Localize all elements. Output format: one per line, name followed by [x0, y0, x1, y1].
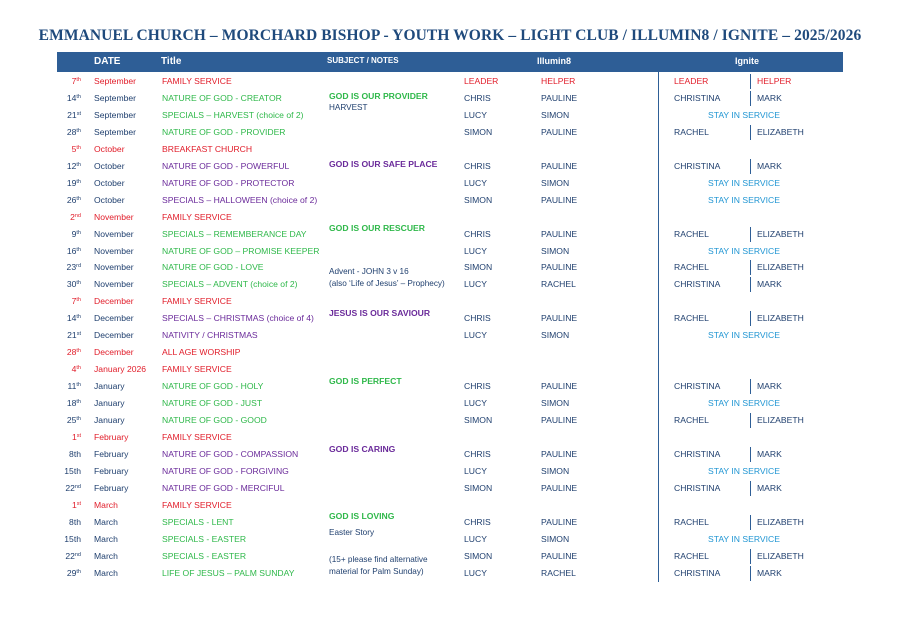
date-day: 4th [71, 364, 81, 375]
date-day: 15th [64, 533, 81, 544]
session-title: NATURE OF GOD - JUST [162, 398, 263, 409]
illumin8-helper: SIMON [541, 245, 570, 256]
ignite-leader: RACHEL [674, 415, 709, 425]
date-month: March [94, 567, 118, 578]
illumin8-leader: LUCY [464, 279, 487, 290]
ignite-cell-divider [750, 566, 751, 581]
date-month: March [94, 533, 118, 544]
illumin8-leader: CHRIS [464, 313, 491, 324]
date-month: December [94, 330, 134, 341]
session-title: NATURE OF GOD - MERCIFUL [162, 482, 285, 493]
subject-note: (15+ please find alternative [329, 555, 428, 565]
ignite-leader: RACHEL [674, 313, 709, 324]
session-title: NATURE OF GOD - LOVE [162, 262, 264, 273]
session-title: NATURE OF GOD – PROMISE KEEPER [162, 245, 320, 256]
session-title: FAMILY SERVICE [162, 76, 232, 86]
illumin8-leader: SIMON [464, 482, 493, 493]
illumin8-leader: CHRIS [464, 516, 491, 527]
ignite-helper: ELIZABETH [757, 550, 804, 561]
ignite-leader: CHRISTINA [674, 567, 721, 578]
session-title: NATURE OF GOD - GOOD [162, 415, 267, 425]
illumin8-leader: LUCY [464, 245, 487, 256]
ignite-cell-divider [750, 515, 751, 530]
ignite-cell-divider [750, 227, 751, 242]
illumin8-helper: SIMON [541, 330, 570, 341]
illumin8-helper: SIMON [541, 465, 570, 476]
illumin8-helper: SIMON [541, 533, 570, 544]
date-day: 8th [69, 516, 81, 527]
subject-note: GOD IS OUR RESCUER [329, 223, 425, 234]
illumin8-helper: PAULINE [541, 262, 578, 273]
session-title: FAMILY SERVICE [162, 364, 232, 375]
ignite-helper: MARK [757, 482, 782, 493]
illumin8-leader: LEADER [464, 76, 499, 86]
date-month: March [94, 516, 118, 527]
illumin8-leader: LUCY [464, 330, 487, 341]
date-day: 14th [66, 92, 81, 103]
illumin8-leader: CHRIS [464, 448, 491, 459]
date-day: 19th [66, 177, 81, 188]
subject-note: Advent - JOHN 3 v 16 [329, 267, 409, 277]
illumin8-leader: SIMON [464, 126, 493, 137]
ignite-helper: MARK [757, 160, 782, 171]
stay-in-service: STAY IN SERVICE [708, 398, 780, 409]
date-month: September [94, 92, 137, 103]
session-title: SPECIALS - EASTER [162, 550, 247, 561]
ignite-cell-divider [750, 74, 751, 89]
session-title: SPECIALS - EASTER [162, 533, 247, 544]
date-day: 21st [67, 109, 81, 120]
date-month: February [94, 431, 129, 442]
illumin8-leader: CHRIS [464, 381, 491, 392]
illumin8-helper: PAULINE [541, 415, 578, 425]
session-title: NATURE OF GOD - PROTECTOR [162, 177, 295, 188]
date-day: 8th [69, 448, 81, 459]
ignite-cell-divider [750, 413, 751, 428]
ignite-cell-divider [750, 260, 751, 275]
date-month: November [94, 211, 134, 222]
session-title: SPECIALS – REMEMBERANCE DAY [162, 228, 307, 239]
stay-in-service: STAY IN SERVICE [708, 194, 780, 205]
stay-in-service: STAY IN SERVICE [708, 109, 780, 120]
date-day: 12th [66, 160, 81, 171]
date-month: March [94, 550, 118, 561]
illumin8-leader: LUCY [464, 109, 487, 120]
date-day: 21st [67, 330, 81, 341]
session-title: SPECIALS – HARVEST (choice of 2) [162, 109, 304, 120]
illumin8-leader: SIMON [464, 262, 493, 273]
illumin8-helper: SIMON [541, 177, 570, 188]
ignite-helper: MARK [757, 92, 782, 103]
subject-note: Easter Story [329, 528, 375, 538]
ignite-leader: RACHEL [674, 228, 709, 239]
session-title: SPECIALS – ADVENT (choice of 2) [162, 279, 298, 290]
illumin8-helper: SIMON [541, 398, 570, 409]
header-subject: SUBJECT / NOTES [327, 56, 399, 65]
ignite-helper: ELIZABETH [757, 126, 804, 137]
illumin8-helper: RACHEL [541, 279, 576, 290]
illumin8-helper: PAULINE [541, 448, 578, 459]
illumin8-helper: PAULINE [541, 516, 578, 527]
date-month: October [94, 143, 125, 154]
ignite-leader: CHRISTINA [674, 482, 721, 493]
illumin8-leader: LUCY [464, 465, 487, 476]
date-month: November [94, 228, 134, 239]
date-month: November [94, 245, 134, 256]
ignite-cell-divider [750, 277, 751, 292]
illumin8-helper: PAULINE [541, 92, 578, 103]
session-title: ALL AGE WORSHIP [162, 347, 241, 358]
session-title: FAMILY SERVICE [162, 211, 232, 222]
illumin8-helper: RACHEL [541, 567, 576, 578]
session-title: NATURE OF GOD - POWERFUL [162, 160, 290, 171]
header-date: DATE [94, 56, 121, 67]
ignite-leader: CHRISTINA [674, 92, 721, 103]
ignite-cell-divider [750, 379, 751, 394]
ignite-helper: ELIZABETH [757, 313, 804, 324]
session-title: FAMILY SERVICE [162, 431, 232, 442]
stay-in-service: STAY IN SERVICE [708, 330, 780, 341]
date-day: 18th [66, 398, 81, 409]
illumin8-helper: PAULINE [541, 550, 578, 561]
date-month: December [94, 296, 134, 307]
illumin8-leader: SIMON [464, 194, 493, 205]
subject-note: JESUS IS OUR SAVIOUR [329, 307, 431, 318]
session-title: NATURE OF GOD - FORGIVING [162, 465, 289, 476]
date-month: January [94, 381, 125, 392]
date-day: 25th [66, 415, 81, 425]
date-day: 11th [67, 381, 81, 392]
date-month: October [94, 194, 125, 205]
date-month: February [94, 465, 129, 476]
illumin8-helper: PAULINE [541, 160, 578, 171]
ignite-helper: ELIZABETH [757, 228, 804, 239]
session-title: SPECIALS – CHRISTMAS (choice of 4) [162, 313, 314, 324]
date-day: 30th [66, 279, 81, 290]
ignite-cell-divider [750, 91, 751, 106]
ignite-cell-divider [750, 159, 751, 174]
illumin8-leader: CHRIS [464, 160, 491, 171]
ignite-helper: HELPER [757, 76, 792, 86]
column-divider [658, 72, 659, 582]
date-day: 28th [66, 347, 81, 358]
date-day: 5th [71, 143, 81, 154]
illumin8-helper: HELPER [541, 76, 576, 86]
ignite-leader: CHRISTINA [674, 448, 721, 459]
illumin8-leader: CHRIS [464, 228, 491, 239]
illumin8-helper: PAULINE [541, 194, 578, 205]
illumin8-leader: CHRIS [464, 92, 491, 103]
date-month: December [94, 313, 134, 324]
ignite-leader: CHRISTINA [674, 160, 721, 171]
ignite-helper: MARK [757, 279, 782, 290]
header-ignite: Ignite [735, 56, 759, 66]
subject-note: material for Palm Sunday) [329, 567, 424, 577]
subject-note: (also ‘Life of Jesus’ – Prophecy) [329, 279, 445, 289]
header-title: Title [161, 56, 182, 67]
stay-in-service: STAY IN SERVICE [708, 533, 780, 544]
session-title: BREAKFAST CHURCH [162, 143, 253, 154]
date-month: January [94, 398, 125, 409]
illumin8-leader: LUCY [464, 533, 487, 544]
header-illumin8: Illumin8 [537, 56, 572, 66]
date-day: 14th [66, 313, 81, 324]
illumin8-helper: PAULINE [541, 482, 578, 493]
date-month: January 2026 [94, 364, 147, 375]
ignite-cell-divider [750, 549, 751, 564]
subject-note: GOD IS PERFECT [329, 375, 402, 386]
illumin8-leader: LUCY [464, 177, 487, 188]
ignite-leader: RACHEL [674, 262, 709, 273]
illumin8-leader: SIMON [464, 550, 493, 561]
illumin8-leader: LUCY [464, 398, 487, 409]
ignite-leader: RACHEL [674, 126, 709, 137]
date-month: December [94, 347, 134, 358]
date-day: 1st [71, 431, 81, 442]
session-title: SPECIALS - LENT [162, 516, 234, 527]
session-title: NATIVITY / CHRISTMAS [162, 330, 258, 341]
date-day: 2nd [70, 211, 81, 222]
date-day: 7th [71, 296, 81, 307]
stay-in-service: STAY IN SERVICE [708, 177, 780, 188]
ignite-helper: ELIZABETH [757, 516, 804, 527]
table-header [57, 52, 843, 72]
date-day: 9th [71, 228, 81, 239]
date-day: 15th [64, 465, 81, 476]
ignite-helper: MARK [757, 381, 782, 392]
session-title: FAMILY SERVICE [162, 499, 232, 510]
date-month: November [94, 262, 134, 273]
ignite-helper: MARK [757, 567, 782, 578]
ignite-leader: CHRISTINA [674, 381, 721, 392]
page-title: EMMANUEL CHURCH – MORCHARD BISHOP - YOUTH WORK – LIGHT CLUB / ILLUMIN8 / IGNITE – 2025/2026 [38, 27, 862, 44]
session-title: FAMILY SERVICE [162, 296, 232, 307]
subject-note: GOD IS OUR PROVIDER [329, 90, 428, 101]
session-title: NATURE OF GOD - COMPASSION [162, 448, 299, 459]
ignite-cell-divider [750, 481, 751, 496]
date-month: September [94, 76, 137, 86]
subject-note: HARVEST [329, 102, 368, 112]
session-title: NATURE OF GOD - CREATOR [162, 92, 282, 103]
date-month: February [94, 482, 129, 493]
illumin8-helper: PAULINE [541, 313, 578, 324]
date-day: 26th [66, 194, 81, 205]
date-day: 29th [66, 567, 81, 578]
date-month: September [94, 109, 137, 120]
ignite-leader: CHRISTINA [674, 279, 721, 290]
date-day: 22nd [65, 482, 81, 493]
subject-note: GOD IS LOVING [329, 511, 395, 522]
illumin8-helper: SIMON [541, 109, 570, 120]
ignite-helper: MARK [757, 448, 782, 459]
illumin8-leader: LUCY [464, 567, 487, 578]
ignite-leader: LEADER [674, 76, 709, 86]
illumin8-leader: SIMON [464, 415, 493, 425]
date-day: 23rd [66, 262, 81, 273]
date-month: February [94, 448, 129, 459]
stay-in-service: STAY IN SERVICE [708, 465, 780, 476]
stay-in-service: STAY IN SERVICE [708, 245, 780, 256]
session-title: SPECIALS – HALLOWEEN (choice of 2) [162, 194, 318, 205]
ignite-cell-divider [750, 311, 751, 326]
date-month: November [94, 279, 134, 290]
date-day: 22nd [65, 550, 81, 561]
ignite-leader: RACHEL [674, 550, 709, 561]
subject-note: GOD IS CARING [329, 443, 396, 454]
illumin8-helper: PAULINE [541, 381, 578, 392]
session-title: NATURE OF GOD - HOLY [162, 381, 264, 392]
subject-note: GOD IS OUR SAFE PLACE [329, 158, 438, 169]
session-title: NATURE OF GOD - PROVIDER [162, 126, 286, 137]
date-month: September [94, 126, 137, 137]
date-month: January [94, 415, 125, 425]
date-day: 28th [66, 126, 81, 137]
illumin8-helper: PAULINE [541, 126, 578, 137]
date-month: March [94, 499, 118, 510]
ignite-cell-divider [750, 125, 751, 140]
illumin8-helper: PAULINE [541, 228, 578, 239]
date-day: 1st [71, 499, 81, 510]
date-day: 7th [71, 76, 81, 86]
ignite-helper: ELIZABETH [757, 262, 804, 273]
date-month: October [94, 177, 125, 188]
ignite-helper: ELIZABETH [757, 415, 804, 425]
ignite-leader: RACHEL [674, 516, 709, 527]
date-day: 16th [66, 245, 81, 256]
session-title: LIFE OF JESUS – PALM SUNDAY [162, 567, 295, 578]
date-month: October [94, 160, 125, 171]
ignite-cell-divider [750, 447, 751, 462]
